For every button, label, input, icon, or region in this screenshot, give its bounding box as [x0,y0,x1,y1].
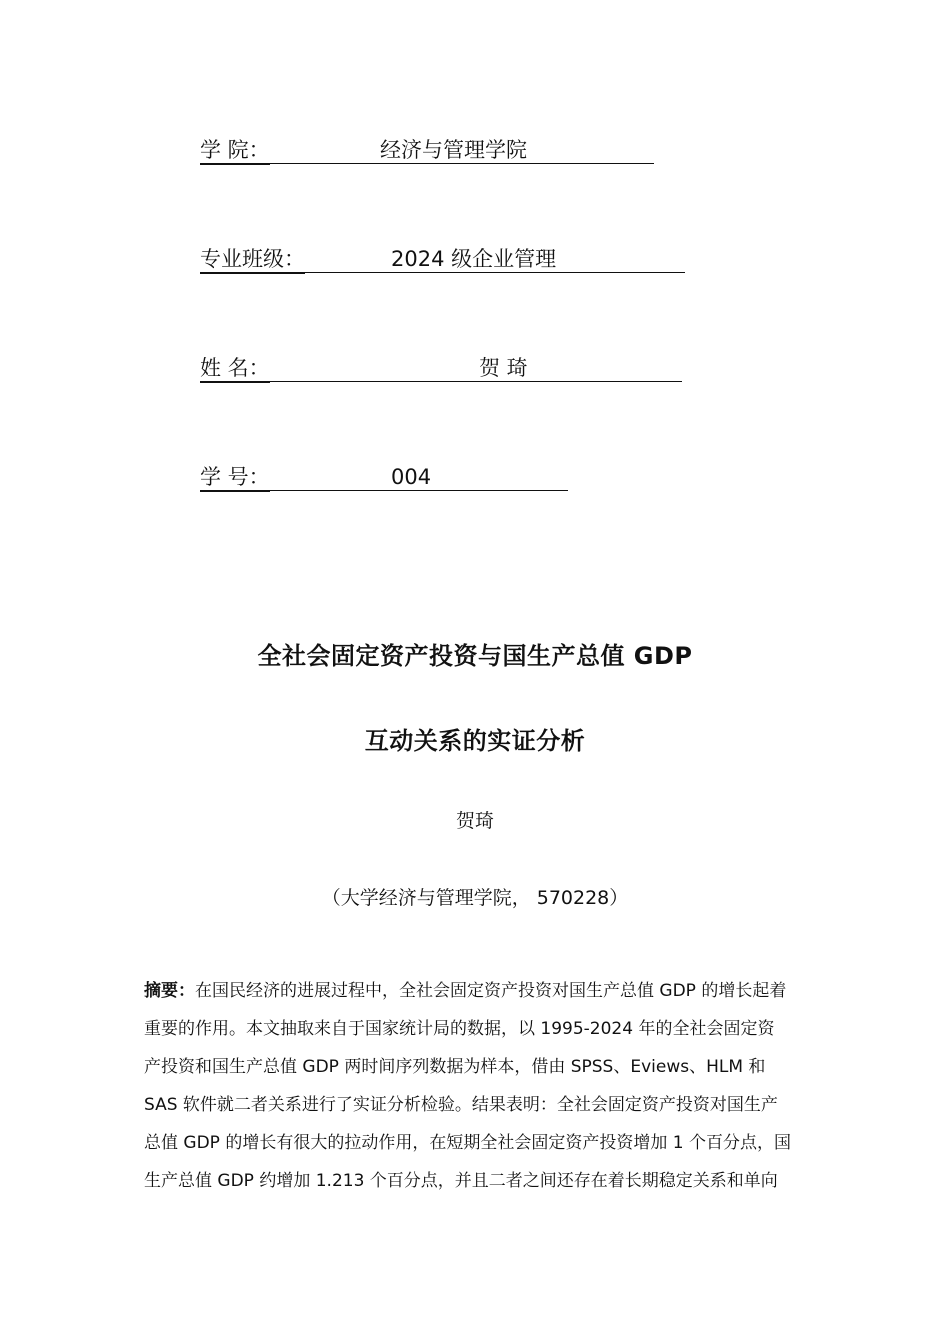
abstract-label: 摘要： [144,981,195,1001]
field-student-number-label: 学 号： [200,463,270,492]
abstract-line: 总值 GDP 的增长有很大的拉动作用，在短期全社会固定资产投资增加 1 个百分点，国 [144,1133,791,1153]
author-name: 贺琦 [455,810,494,832]
abstract-line: 生产总值 GDP 约增加 1.213 个百分点，并且二者之间还存在着长期稳定关系和单向 [144,1171,778,1191]
field-student-number-value: 004 [391,465,432,489]
field-name-value: 贺 琦 [479,356,528,380]
field-major-class-value: 2024 级企业管理 [391,247,557,271]
paper-title-line-2: 互动关系的实证分析 [364,727,586,755]
field-college-underline [200,163,654,164]
field-name-label: 姓 名： [200,354,270,383]
author-affiliation: （大学经济与管理学院， 570228） [321,887,629,909]
abstract-text: 在国民经济的进展过程中，全社会固定资产投资对国生产总值 GDP 的增长起着 [195,981,787,1001]
field-college-value: 经济与管理学院 [380,138,527,162]
field-college-label: 学 院： [200,136,270,165]
abstract [144,972,812,1200]
abstract-line [144,972,812,1010]
abstract-line: 产投资和国生产总值 GDP 两时间序列数据为样本，借由 SPSS、Eviews、HLM 和 [144,1057,766,1077]
paper-title-line-1: 全社会固定资产投资与国生产总值 GDP [257,642,693,670]
field-major-class-label: 专业班级： [200,245,305,274]
field-student-number-underline [200,490,568,491]
field-major-class-underline [200,272,685,273]
abstract-line: 重要的作用。本文抽取来自于国家统计局的数据，以 1995-2024 年的全社会固定资 [144,1019,775,1039]
field-name-underline [200,381,682,382]
abstract-line: SAS 软件就二者关系进行了实证分析检验。结果表明：全社会固定资产投资对国生产 [144,1095,778,1115]
